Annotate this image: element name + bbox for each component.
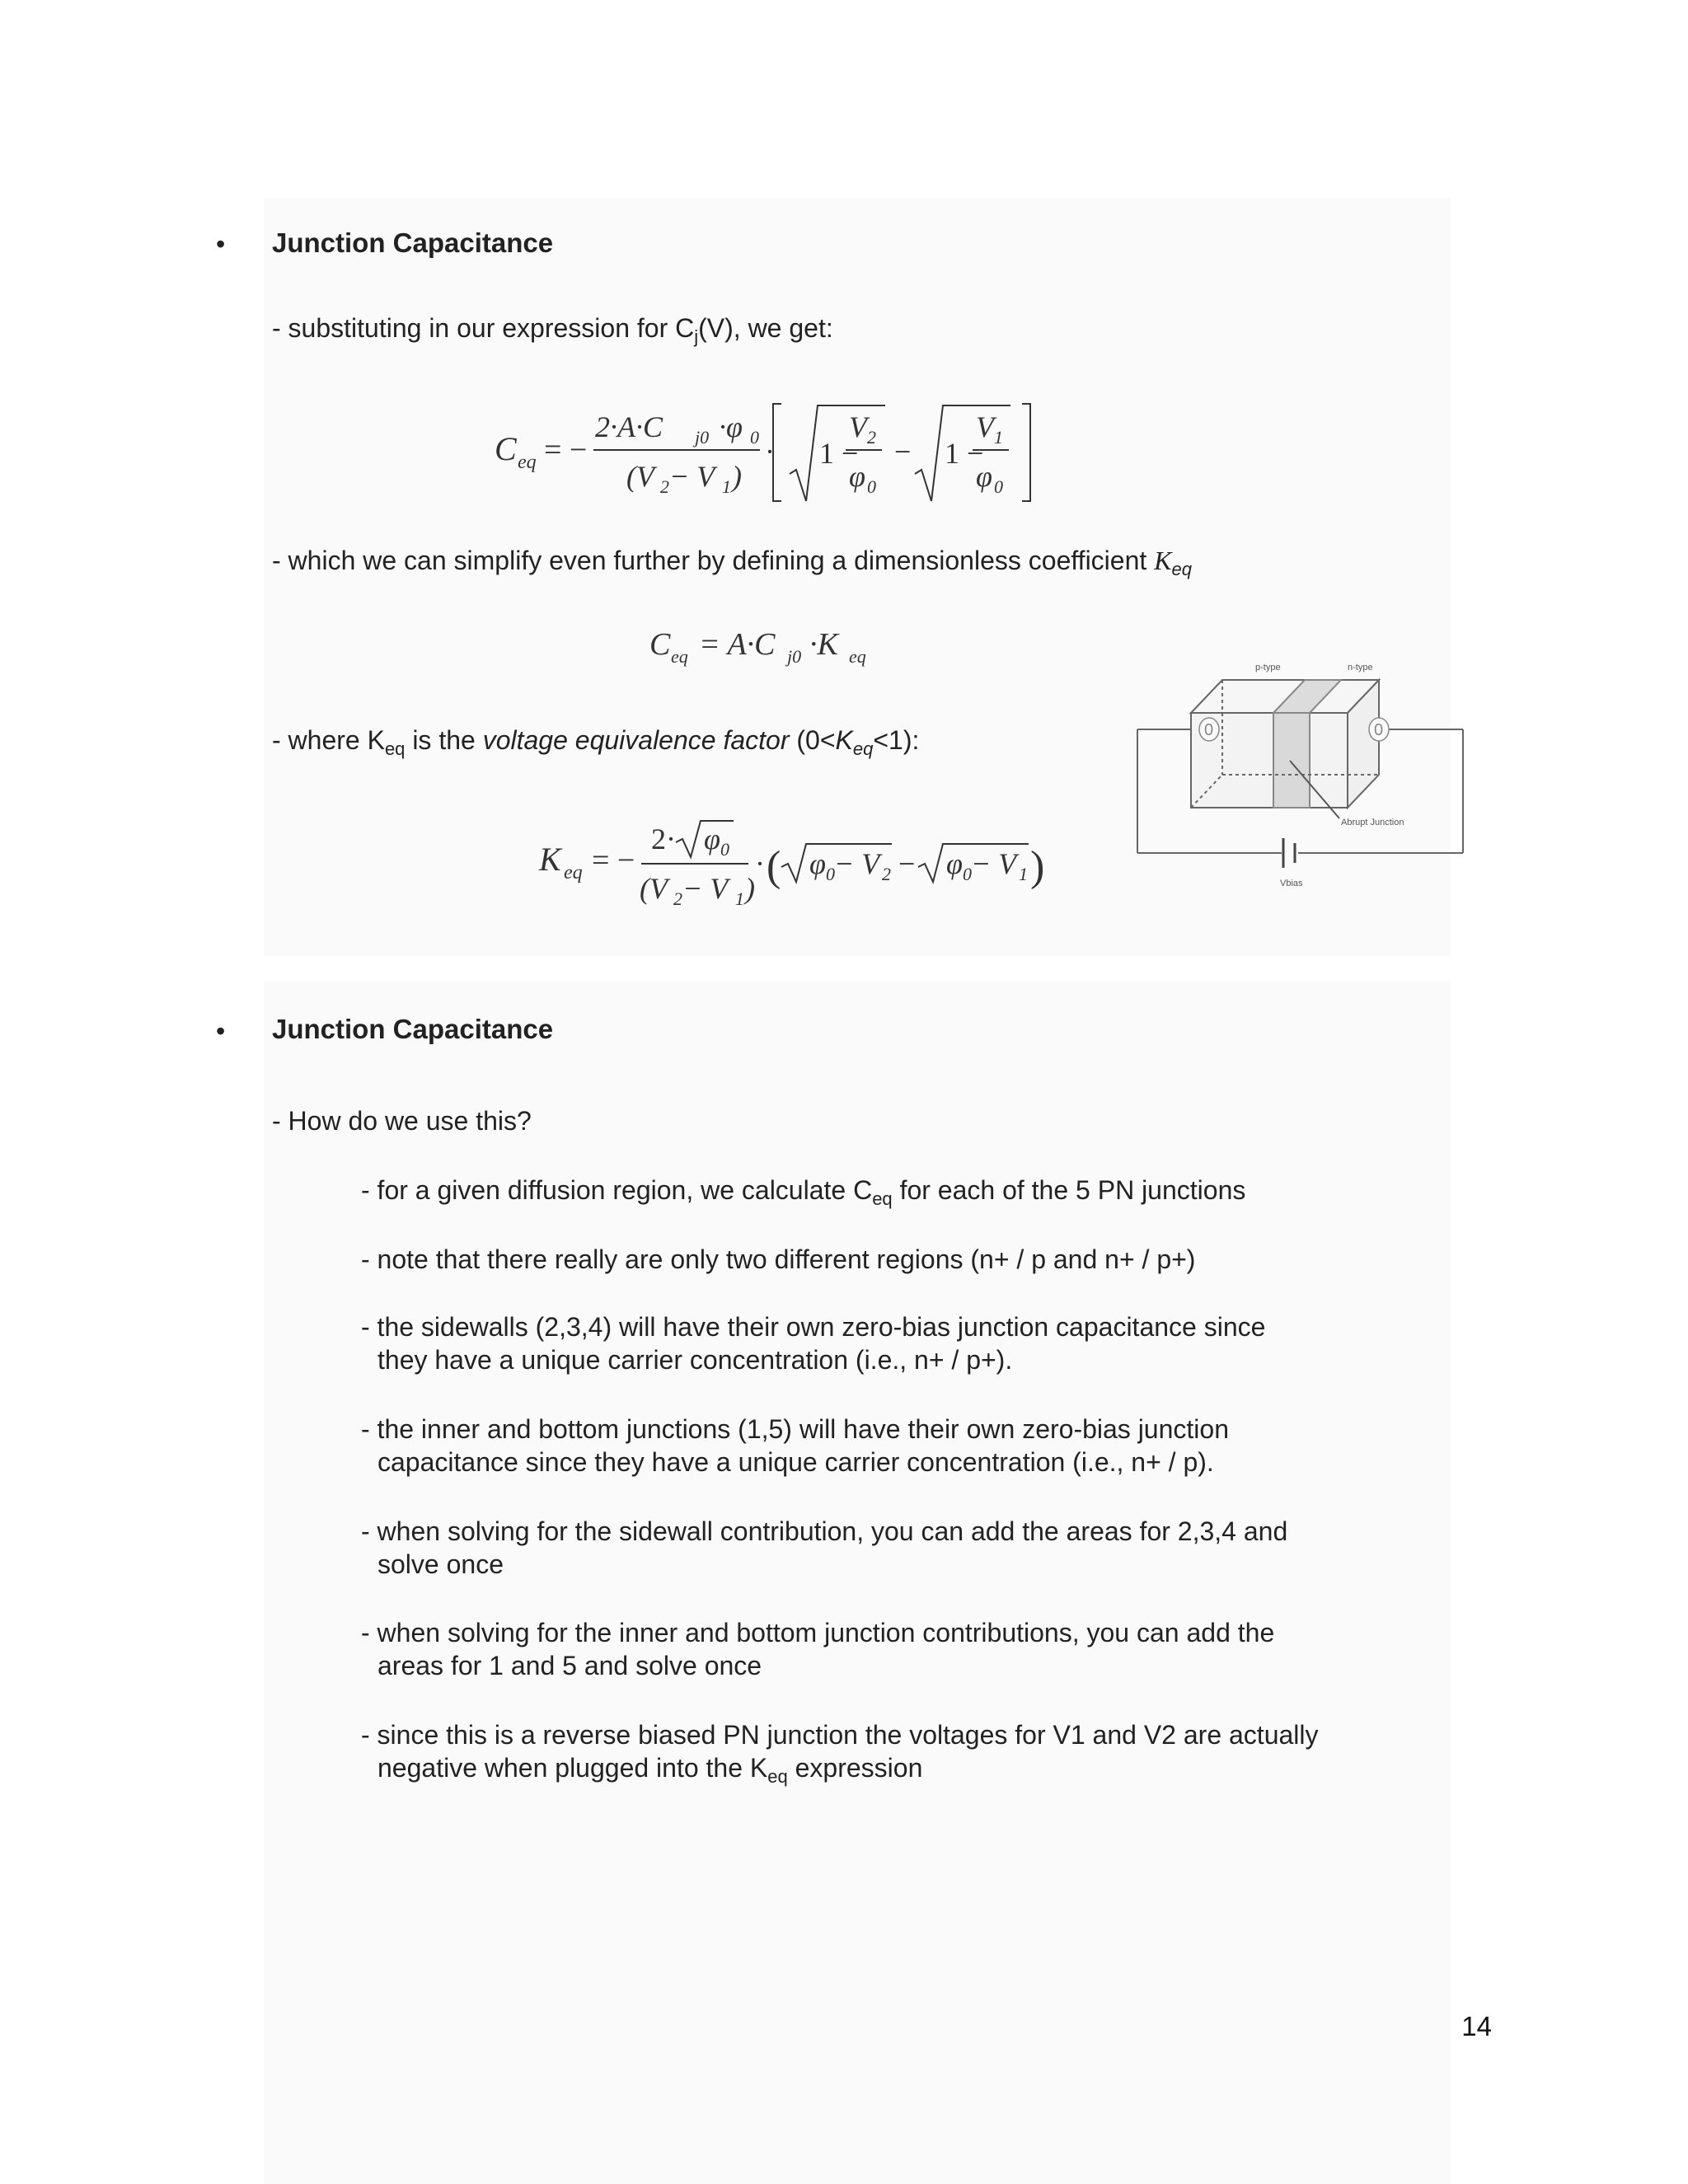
left-contact-label: 0 xyxy=(1204,721,1214,739)
svg-text:V: V xyxy=(849,410,867,443)
right-contact-label: 0 xyxy=(1374,721,1384,739)
svg-text:= A·C: = A·C xyxy=(699,627,776,662)
svg-text:K: K xyxy=(539,841,561,878)
svg-text:−: − xyxy=(894,435,912,468)
svg-text:− V: − V xyxy=(971,847,1017,880)
n-type-label: n-type xyxy=(1348,663,1373,673)
svg-text:0: 0 xyxy=(720,839,729,860)
svg-text:0: 0 xyxy=(826,864,835,884)
svg-text:− V: − V xyxy=(669,460,715,493)
svg-text:·K: ·K xyxy=(809,627,838,662)
list-item-cont: they have a unique carrier concentration (i.e., n+ / p+). xyxy=(377,1345,1013,1375)
equation-ceq-simple xyxy=(643,620,890,677)
svg-text:·: · xyxy=(765,435,775,468)
svg-text:1 −: 1 − xyxy=(945,437,984,470)
p-type-label: p-type xyxy=(1255,663,1281,673)
svg-text:1: 1 xyxy=(722,476,731,497)
svg-text:0: 0 xyxy=(963,864,972,884)
svg-text:(V: (V xyxy=(640,872,668,905)
svg-text:C: C xyxy=(649,627,671,662)
svg-text:2·: 2· xyxy=(651,823,676,855)
substituting-text: - substituting in our expression for $C_j(V)$, we get: xyxy=(272,313,833,347)
list-item-cont: negative when plugged into the $K_{eq}$ expression xyxy=(377,1753,923,1787)
list-item: - for a given diffusion region, we calculate $C_{eq}$ for each of the 5 PN junctions xyxy=(361,1175,1246,1209)
svg-text:eq: eq xyxy=(564,862,583,883)
bullet: • xyxy=(216,229,226,259)
list-item: - the inner and bottom junctions (1,5) will have their own zero-bias junction xyxy=(361,1414,1229,1444)
svg-text:2·A·C: 2·A·C xyxy=(595,410,663,443)
svg-text:1 −: 1 − xyxy=(819,437,859,470)
pn-junction-diagram xyxy=(1133,655,1471,902)
svg-text:C: C xyxy=(495,430,517,467)
slide-background-2 xyxy=(264,981,1451,2184)
bullet: • xyxy=(216,1016,226,1046)
svg-text:− V: − V xyxy=(682,872,729,905)
simplify-text: - which we can simplify even further by defining a dimensionless coefficient $K_{eq}$ xyxy=(272,546,1192,579)
list-item-cont: capacitance since they have a unique carrier concentration (i.e., n+ / p). xyxy=(377,1447,1214,1477)
list-item-cont: areas for 1 and 5 and solve once xyxy=(377,1651,762,1680)
page-number: 14 xyxy=(1461,2011,1492,2041)
list-item: - when solving for the sidewall contribution, you can add the areas for 2,3,4 and xyxy=(361,1516,1288,1546)
svg-text:): ) xyxy=(745,872,755,905)
svg-text:(V: (V xyxy=(626,460,654,493)
svg-text:·φ: ·φ xyxy=(719,410,743,443)
list-item: - since this is a reverse biased PN junction the voltages for V1 and V2 are actually xyxy=(361,1720,1319,1750)
svg-text:V: V xyxy=(976,410,994,443)
svg-text:2: 2 xyxy=(660,476,669,497)
list-item: - when solving for the inner and bottom junction contributions, you can add the xyxy=(361,1618,1275,1647)
svg-text:0: 0 xyxy=(994,476,1003,497)
svg-text:2: 2 xyxy=(867,427,876,448)
svg-text:eq: eq xyxy=(518,452,537,473)
svg-text:1: 1 xyxy=(1019,864,1028,884)
svg-text:·: · xyxy=(755,847,765,880)
svg-text:2: 2 xyxy=(882,864,891,884)
svg-text:0: 0 xyxy=(750,427,759,448)
svg-text:φ: φ xyxy=(849,460,865,493)
svg-text:): ) xyxy=(1030,843,1045,890)
svg-text:eq: eq xyxy=(671,646,688,667)
section-heading: Junction Capacitance xyxy=(272,227,554,258)
svg-text:φ: φ xyxy=(976,460,992,493)
svg-text:− V: − V xyxy=(834,847,880,880)
list-item: - note that there really are only two different regions (n+ / p and n+ / p+) xyxy=(361,1244,1196,1274)
equation-keq xyxy=(536,816,1047,923)
svg-text:2: 2 xyxy=(673,888,682,909)
svg-text:0: 0 xyxy=(867,476,876,497)
where-text: - where $K_{eq}$ is the voltage equivalence factor $(0<K_{eq}<1)$: xyxy=(272,725,920,759)
vbias-label: Vbias xyxy=(1280,879,1303,888)
svg-text:): ) xyxy=(732,460,742,493)
svg-text:φ: φ xyxy=(946,847,963,880)
how-text: - How do we use this? xyxy=(272,1106,532,1136)
svg-text:j0: j0 xyxy=(787,646,802,667)
svg-text:eq: eq xyxy=(849,646,866,667)
svg-text:−: − xyxy=(898,847,916,880)
list-item: - the sidewalls (2,3,4) will have their own zero-bias junction capacitance since xyxy=(361,1312,1266,1342)
equation-ceq-full xyxy=(486,396,1047,511)
svg-text:j0: j0 xyxy=(695,427,710,448)
svg-text:= −: = − xyxy=(592,843,635,878)
svg-text:φ: φ xyxy=(704,823,720,855)
svg-text:(: ( xyxy=(767,843,781,890)
list-item-cont: solve once xyxy=(377,1549,504,1579)
junction-label: Abrupt Junction xyxy=(1341,818,1404,827)
svg-text:= −: = − xyxy=(544,433,588,467)
svg-text:1: 1 xyxy=(994,427,1003,448)
section-heading: Junction Capacitance xyxy=(272,1014,554,1044)
svg-text:1: 1 xyxy=(735,888,744,909)
svg-text:φ: φ xyxy=(809,847,826,880)
